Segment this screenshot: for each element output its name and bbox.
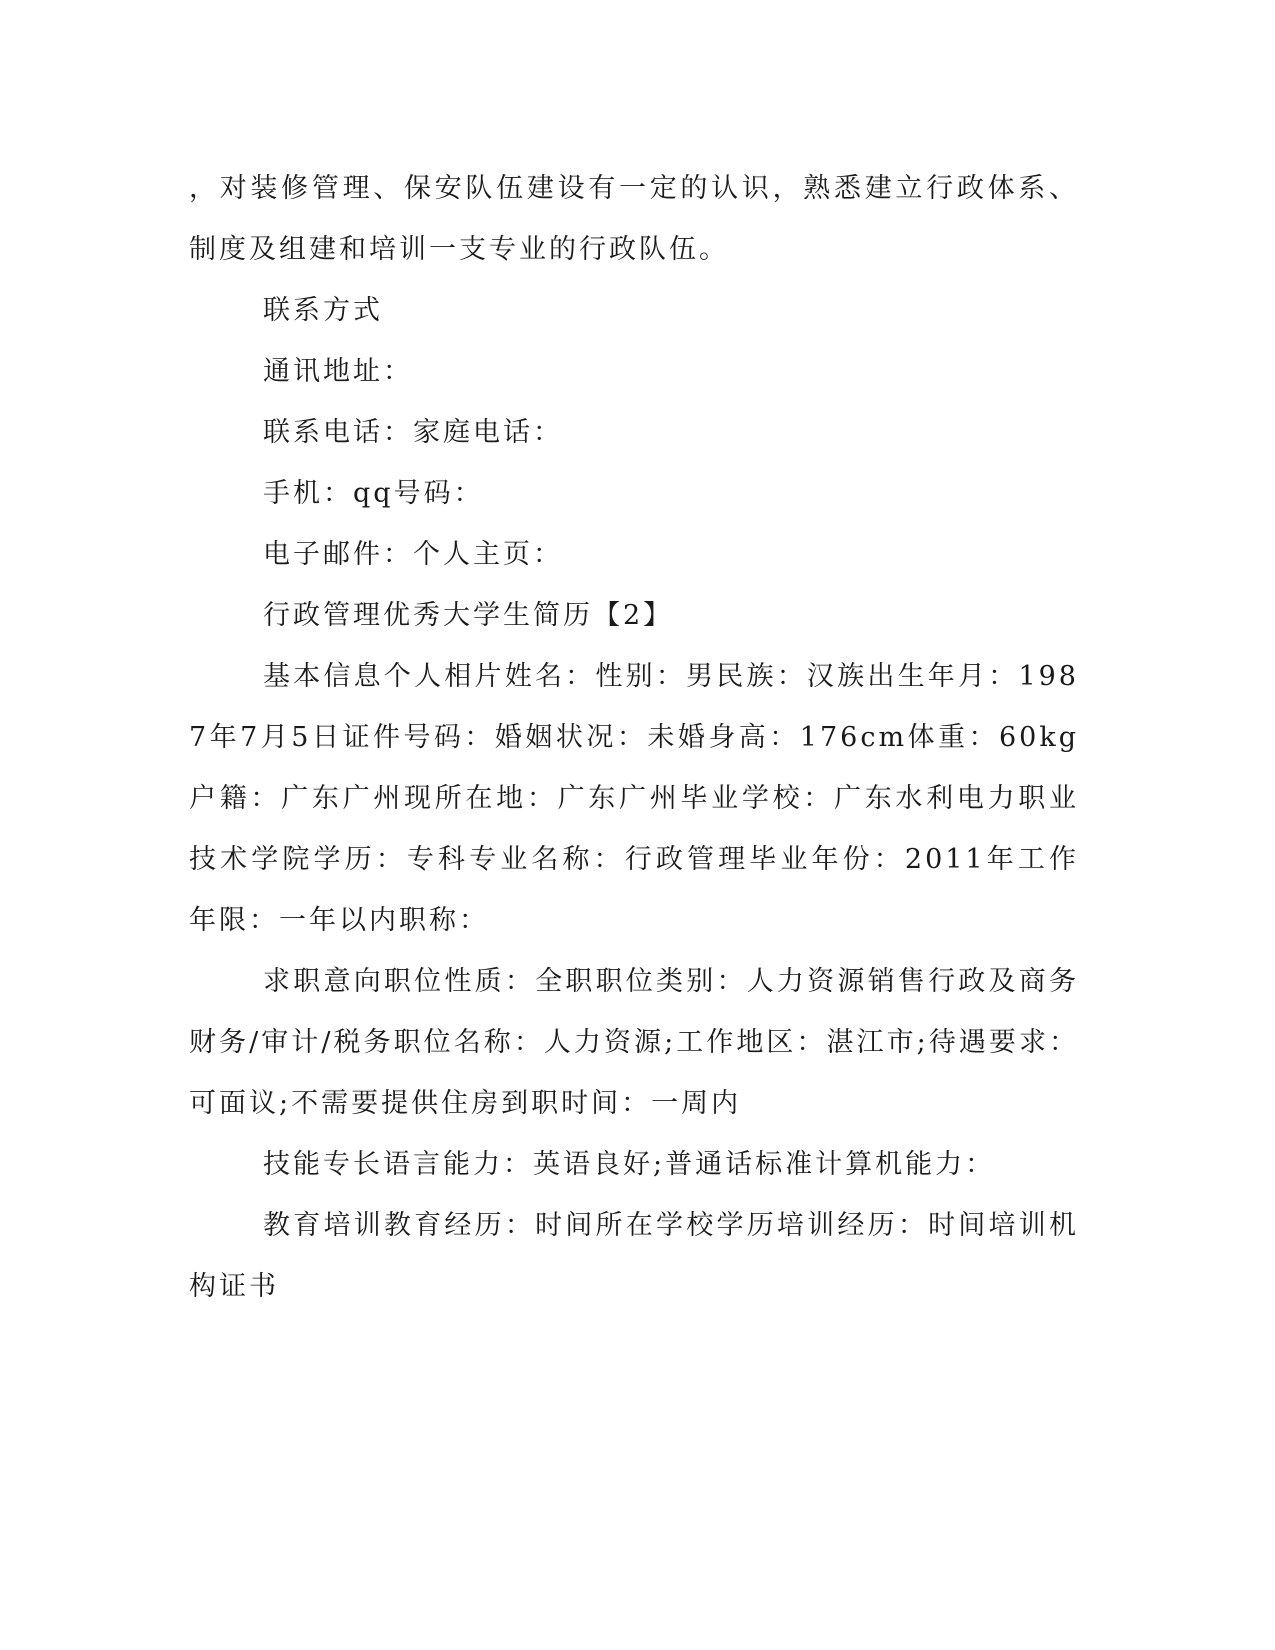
paragraph-basic-info: 基本信息个人相片姓名：性别：男民族：汉族出生年月：1987年7月5日证件号码：婚姻状况：未婚身高：176cm体重：60kg户籍：广东广州现所在地：广东广州毕业学校：广东水利电力职业技术学院学历：专科专业名称：行政管理毕业年份：2011年工作年限：一年以内职称：	[189, 661, 1079, 936]
section-title-resume-2: 行政管理优秀大学生简历【2】	[263, 600, 674, 631]
paragraph-job-intention: 求职意向职位性质：全职职位类别：人力资源销售行政及商务财务/审计/税务职位名称：人力资源;工作地区：湛江市;待遇要求：可面议;不需要提供住房到职时间：一周内	[189, 966, 1079, 1119]
field-email-homepage: 电子邮件：个人主页：	[263, 539, 563, 570]
heading-contact: 联系方式	[263, 295, 383, 326]
document-body	[189, 158, 1079, 1317]
field-mailing-address: 通讯地址：	[263, 356, 413, 387]
paragraph-skills: 技能专长语言能力：英语良好;普通话标准计算机能力：	[263, 1149, 996, 1180]
paragraph-continuation: ，对装修管理、保安队伍建设有一定的认识，熟悉建立行政体系、制度及组建和培训一支专业的行政队伍。	[189, 173, 1079, 265]
paragraph-education: 教育培训教育经历：时间所在学校学历培训经历：时间培训机构证书	[189, 1210, 1079, 1302]
field-mobile-qq: 手机：qq号码：	[263, 478, 484, 509]
field-phone: 联系电话：家庭电话：	[263, 417, 563, 448]
